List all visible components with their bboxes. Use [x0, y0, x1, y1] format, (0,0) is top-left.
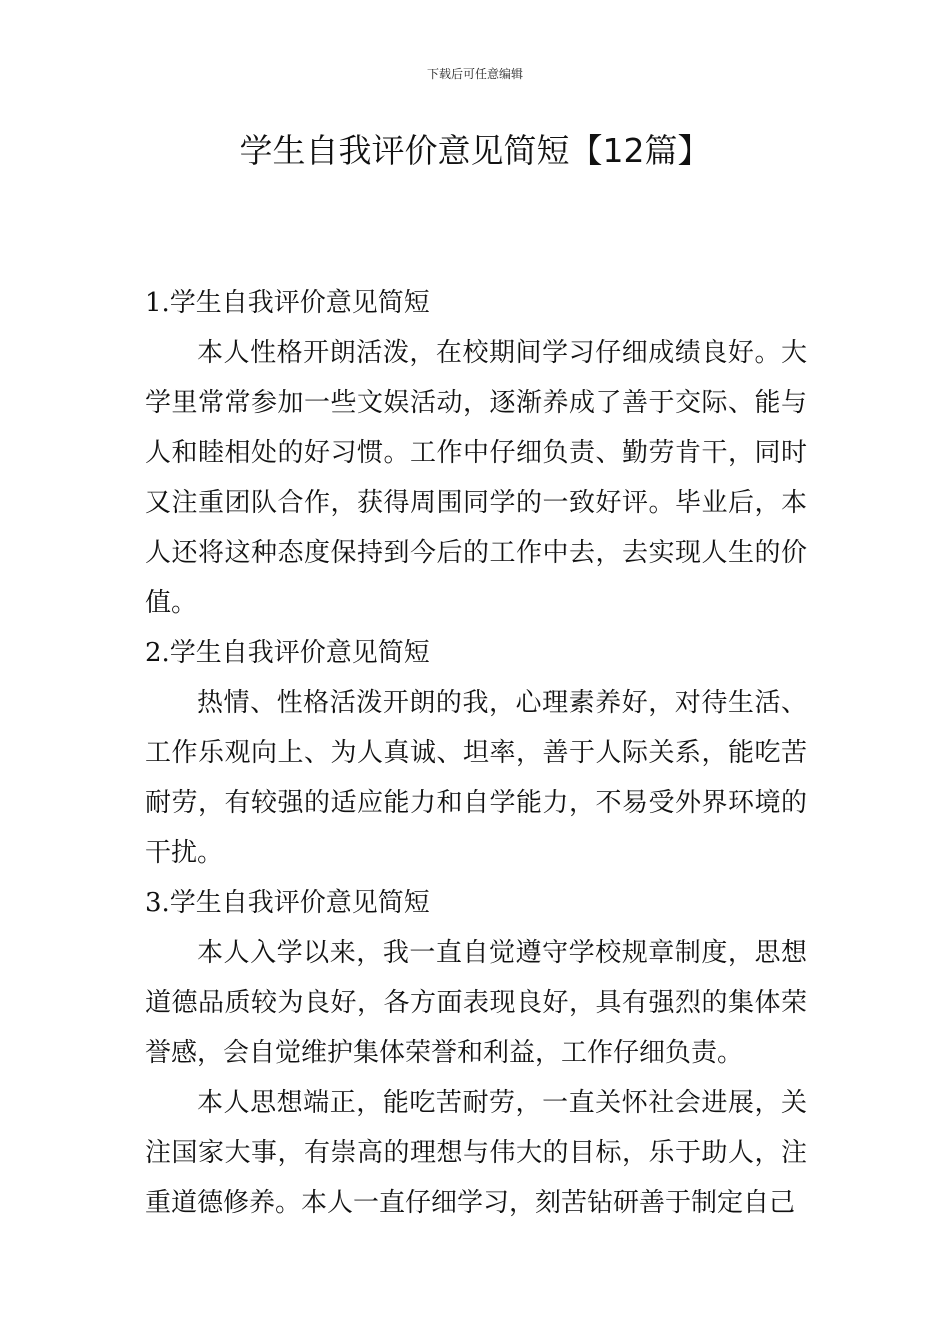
header-note: 下载后可任意编辑: [426, 67, 523, 81]
document-body: [145, 278, 807, 1228]
section-3: [145, 878, 807, 1228]
section-heading: 2.学生自我评价意见简短: [145, 638, 430, 668]
section-heading: 3.学生自我评价意见简短: [145, 888, 430, 918]
section-2: [145, 628, 807, 878]
paragraph: 热情、性格活泼开朗的我，心理素养好，对待生活、工作乐观向上、为人真诚、坦率，善于人际关系，能吃苦耐劳，有较强的适应能力和自学能力，不易受外界环境的干扰。: [145, 688, 807, 868]
paragraph: 本人性格开朗活泼，在校期间学习仔细成绩良好。大学里常常参加一些文娱活动，逐渐养成了善于交际、能与人和睦相处的好习惯。工作中仔细负责、勤劳肯干，同时又注重团队合作，获得周围同学的一致好评。毕业后，本人还将这种态度保持到今后的工作中去，去实现人生的价值。: [145, 338, 807, 618]
section-heading: 1.学生自我评价意见简短: [145, 288, 430, 318]
paragraph: 本人入学以来，我一直自觉遵守学校规章制度，思想道德品质较为良好，各方面表现良好，具有强烈的集体荣誉感，会自觉维护集体荣誉和利益，工作仔细负责。: [145, 938, 807, 1068]
document-title: 学生自我评价意见简短【12篇】: [239, 131, 711, 170]
paragraph: 本人思想端正，能吃苦耐劳，一直关怀社会进展，关注国家大事，有崇高的理想与伟大的目标，乐于助人，注重道德修养。本人一直仔细学习，刻苦钻研善于制定自己: [145, 1088, 807, 1218]
section-1: [145, 278, 807, 628]
